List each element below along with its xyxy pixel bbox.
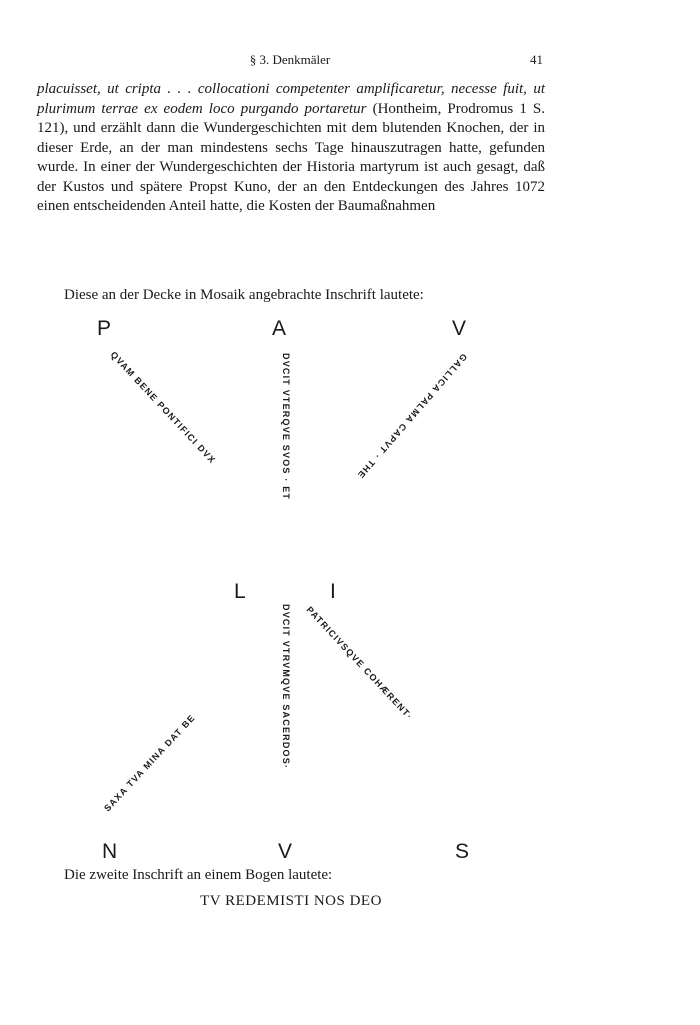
second-inscription: TV REDEMISTI NOS DEO: [200, 893, 382, 909]
letter-mid-right: I: [330, 580, 336, 603]
body-text-continuation: (Hontheim, Prodromus 1 S. 121), und erzählt dann die Wundergeschichten mit dem blutenden Knochen, der in dieser Erde, an der man mindestens sechs Tage hinauszutragen hatte, gefunden wurde. In einer der Wundergeschichten der Historia martyrum ist auch gesagt, daß der Kustos und spätere Propst Kuno, der an den Entdeckungen des Jahres 1072 einen entscheidenden Anteil hatte, die Kosten der Baumaßnahmen: [37, 100, 546, 214]
page-number: 41: [530, 52, 543, 67]
letter-top-right: V: [452, 317, 467, 340]
arm-lower-right: PATRICIVSQVE COHÆRENT·: [304, 604, 415, 722]
letter-bottom-center: V: [278, 840, 293, 863]
second-inscription-caption: Die zweite Inschrift an einem Bogen lautete:: [64, 867, 333, 883]
letter-top-left: P: [97, 317, 112, 340]
arm-lower-center: DVCIT VTRVMQVE SACERDOS·: [281, 604, 291, 770]
letter-top-center: A: [272, 317, 287, 340]
arm-upper-center: DVCIT VTERQVE SVOS · ET: [281, 353, 291, 501]
section-title: § 3. Denkmäler: [249, 52, 331, 67]
letter-mid-left: L: [234, 580, 246, 603]
arm-lower-left: SAXA TVA MINA DAT BE: [102, 712, 198, 814]
arm-upper-right: GALLICA PALMA CAPVT · THE: [355, 351, 470, 481]
letter-bottom-right: S: [455, 840, 470, 863]
inscription-intro: Diese an der Decke in Mosaik angebrachte Inschrift lautete:: [64, 287, 424, 303]
latin-quotation: placuisset, ut cripta . . . collocationi competenter amplificaretur, necesse fuit, ut plurimum terrae ex eodem loco purgando portaretur: [37, 81, 545, 117]
letter-bottom-left: N: [102, 840, 118, 863]
arm-upper-left: QVAM BENE PONTIFICI DVX: [108, 349, 218, 466]
